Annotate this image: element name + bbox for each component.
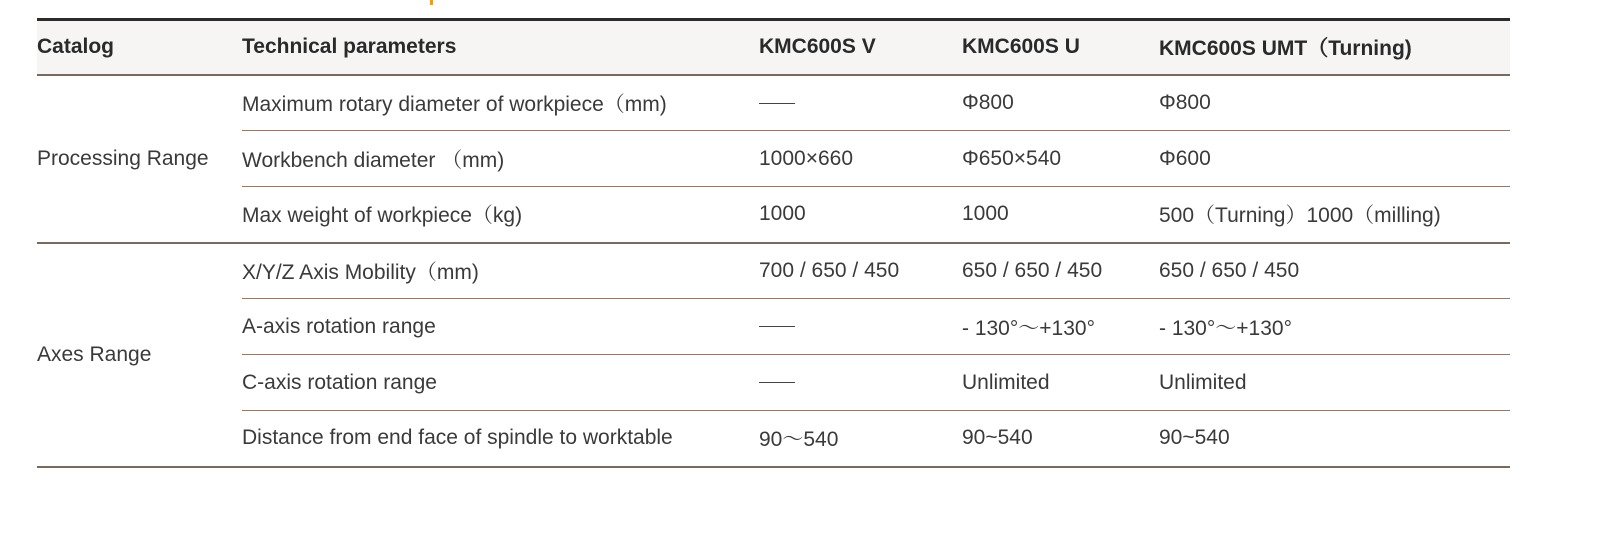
value-model-u: Φ650×540 — [962, 131, 1159, 187]
value-model-u: 1000 — [962, 187, 1159, 243]
group-label-processing-range: Processing Range — [37, 75, 242, 243]
header-model-umt: KMC600S UMT（Turning) — [1159, 20, 1510, 75]
value-model-v: 1000×660 — [759, 131, 962, 187]
param-cell: C-axis rotation range — [242, 355, 759, 411]
value-model-umt: 90~540 — [1159, 411, 1510, 467]
param-cell: Maximum rotary diameter of workpiece（mm) — [242, 75, 759, 131]
value-model-u: 90~540 — [962, 411, 1159, 467]
value-model-umt: - 130°～+130° — [1159, 299, 1510, 355]
table-row — [37, 75, 1510, 131]
value-model-v: 700 / 650 / 450 — [759, 243, 962, 299]
param-cell: Distance from end face of spindle to worktable — [242, 411, 759, 467]
value-model-v — [759, 355, 962, 411]
param-cell: A-axis rotation range — [242, 299, 759, 355]
group-label-axes-range: Axes Range — [37, 243, 242, 467]
value-model-u: - 130°～+130° — [962, 299, 1159, 355]
value-model-umt: Unlimited — [1159, 355, 1510, 411]
table-row — [37, 299, 1510, 355]
value-model-v — [759, 299, 962, 355]
table-row — [37, 411, 1510, 467]
table-row — [37, 131, 1510, 187]
value-model-umt: 500（Turning）1000（milling) — [1159, 187, 1510, 243]
table-row — [37, 187, 1510, 243]
value-model-v: 90～540 — [759, 411, 962, 467]
header-model-v: KMC600S V — [759, 20, 962, 75]
accent-mark — [430, 0, 433, 5]
value-model-v — [759, 75, 962, 131]
not-applicable-dash — [759, 326, 795, 327]
header-technical-parameters: Technical parameters — [242, 20, 759, 75]
value-model-u: 650 / 650 / 450 — [962, 243, 1159, 299]
header-catalog: Catalog — [37, 20, 242, 75]
not-applicable-dash — [759, 382, 795, 383]
table-row — [37, 355, 1510, 411]
not-applicable-dash — [759, 103, 795, 104]
value-model-umt: Φ600 — [1159, 131, 1510, 187]
value-model-v: 1000 — [759, 187, 962, 243]
specification-table — [37, 18, 1510, 468]
value-model-u: Unlimited — [962, 355, 1159, 411]
value-model-umt: 650 / 650 / 450 — [1159, 243, 1510, 299]
value-model-umt: Φ800 — [1159, 75, 1510, 131]
header-model-u: KMC600S U — [962, 20, 1159, 75]
param-cell: Max weight of workpiece（kg) — [242, 187, 759, 243]
value-model-u: Φ800 — [962, 75, 1159, 131]
param-cell: X/Y/Z Axis Mobility（mm) — [242, 243, 759, 299]
table-header-row — [37, 20, 1510, 75]
table-row — [37, 243, 1510, 299]
param-cell: Workbench diameter （mm) — [242, 131, 759, 187]
